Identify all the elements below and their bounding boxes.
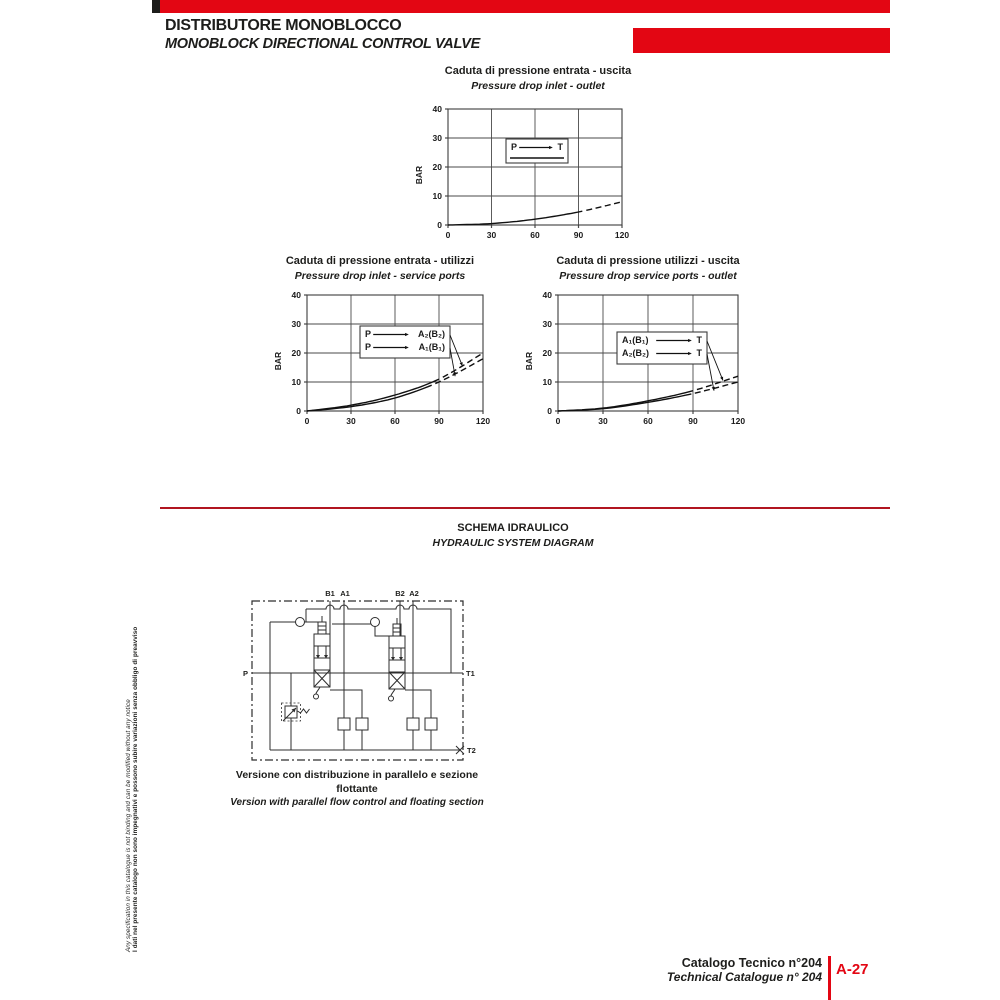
chart-subtitle: Pressure drop inlet - service ports: [294, 270, 466, 282]
schema-title-italian: SCHEMA IDRAULICO: [457, 522, 569, 534]
port-label-a1: A1: [340, 589, 350, 598]
port-label-p: P: [242, 669, 248, 678]
svg-text:10: 10: [542, 377, 552, 387]
chart-title: Caduta di pressione utilizzi - uscita: [556, 255, 740, 267]
svg-text:A₁(B₁): A₁(B₁): [418, 342, 445, 352]
svg-text:T: T: [557, 142, 563, 152]
port-label-t2: T2: [467, 746, 476, 755]
svg-text:T: T: [696, 348, 702, 358]
pressure-drop-chart-inlet-outlet: [398, 64, 678, 252]
svg-text:0: 0: [296, 406, 301, 416]
svg-text:A₂(B₂): A₂(B₂): [622, 348, 649, 358]
svg-text:30: 30: [432, 133, 442, 143]
svg-text:P: P: [511, 142, 518, 152]
page-title-italian: DISTRIBUTORE MONOBLOCCO: [165, 17, 402, 34]
port-label-b2: B2: [395, 589, 405, 598]
schematic-caption: [228, 768, 486, 809]
svg-text:0: 0: [547, 406, 552, 416]
svg-text:60: 60: [390, 416, 400, 426]
schema-section-header: [160, 521, 866, 550]
top-bar-black-cap: [152, 0, 160, 13]
svg-text:30: 30: [291, 319, 301, 329]
footer-catalogue-info: [620, 957, 822, 984]
svg-text:30: 30: [598, 416, 608, 426]
svg-text:120: 120: [730, 416, 746, 426]
caption-italian: Versione con distribuzione in parallelo e sezione flottante: [235, 769, 479, 795]
svg-text:0: 0: [437, 220, 442, 230]
tank-line-t2: [270, 746, 464, 754]
port-label-b1: B1: [325, 589, 335, 598]
page-reference: A-27: [836, 961, 869, 978]
footer-catalogue-italian: Catalogo Tecnico n°204: [681, 956, 822, 970]
footer-catalogue-english: Technical Catalogue n° 204: [666, 969, 822, 984]
svg-text:A₂(B₂): A₂(B₂): [418, 329, 445, 339]
svg-text:P: P: [365, 329, 372, 339]
page-title-english: MONOBLOCK DIRECTIONAL CONTROL VALVE: [165, 36, 480, 52]
relief-valve: [282, 673, 310, 750]
chart-plot-area: [398, 95, 678, 252]
svg-text:0: 0: [304, 416, 310, 426]
svg-text:40: 40: [542, 290, 552, 300]
svg-text:120: 120: [475, 416, 491, 426]
svg-text:20: 20: [432, 162, 442, 172]
svg-text:BAR: BAR: [273, 351, 283, 371]
top-bar-red: [160, 0, 890, 13]
svg-text:0: 0: [555, 416, 561, 426]
svg-text:60: 60: [530, 230, 540, 240]
svg-text:20: 20: [542, 348, 552, 358]
svg-text:120: 120: [614, 230, 630, 240]
check-valve-1-icon: [296, 618, 305, 627]
header-red-box: [633, 28, 890, 53]
port-label-a2: A2: [409, 589, 419, 598]
svg-text:BAR: BAR: [414, 165, 424, 185]
footer-divider: [828, 956, 831, 1000]
side-disclaimer-english: Any specification in this catalogue is not binding and can be modified without any notice: [125, 699, 132, 952]
svg-text:90: 90: [688, 416, 698, 426]
svg-text:90: 90: [434, 416, 444, 426]
chart-plot-area: [510, 285, 760, 440]
svg-text:40: 40: [432, 104, 442, 114]
pressure-drop-chart-service-outlet: [510, 254, 760, 440]
chart-title: Caduta di pressione entrata - utilizzi: [285, 255, 475, 267]
svg-text:60: 60: [643, 416, 653, 426]
svg-text:40: 40: [291, 290, 301, 300]
page-header: [165, 17, 480, 53]
svg-text:BAR: BAR: [524, 351, 534, 371]
svg-text:30: 30: [542, 319, 552, 329]
svg-text:P: P: [365, 342, 372, 352]
chart-title: Caduta di pressione entrata - uscita: [444, 65, 632, 77]
pressure-drop-chart-inlet-service: [255, 254, 505, 440]
svg-text:30: 30: [346, 416, 356, 426]
chart-subtitle: Pressure drop service ports - outlet: [559, 270, 737, 282]
chart-subtitle: Pressure drop inlet - outlet: [471, 80, 605, 92]
svg-text:30: 30: [486, 230, 497, 240]
svg-text:0: 0: [445, 230, 451, 240]
check-valve-2-icon: [371, 618, 380, 627]
caption-english: Version with parallel flow control and floating section: [230, 797, 484, 808]
side-disclaimer-italian: I dati nel presente catalogo non sono impegnativi e possono subire variazioni senza obbligo di preavviso: [132, 626, 139, 952]
spool-valve-2: [389, 618, 406, 701]
svg-text:T: T: [696, 335, 702, 345]
chart-plot-area: [255, 285, 505, 440]
svg-text:A₁(B₁): A₁(B₁): [622, 335, 649, 345]
svg-text:10: 10: [291, 377, 301, 387]
service-section-blocks: [330, 690, 437, 750]
schema-title-english: HYDRAULIC SYSTEM DIAGRAM: [432, 537, 594, 549]
spool-valve-1: [314, 616, 331, 699]
svg-text:90: 90: [573, 230, 584, 240]
hydraulic-schematic: [238, 578, 478, 783]
svg-text:10: 10: [432, 191, 442, 201]
svg-text:20: 20: [291, 348, 301, 358]
section-divider-rule: [160, 507, 890, 509]
port-label-t1: T1: [466, 669, 475, 678]
